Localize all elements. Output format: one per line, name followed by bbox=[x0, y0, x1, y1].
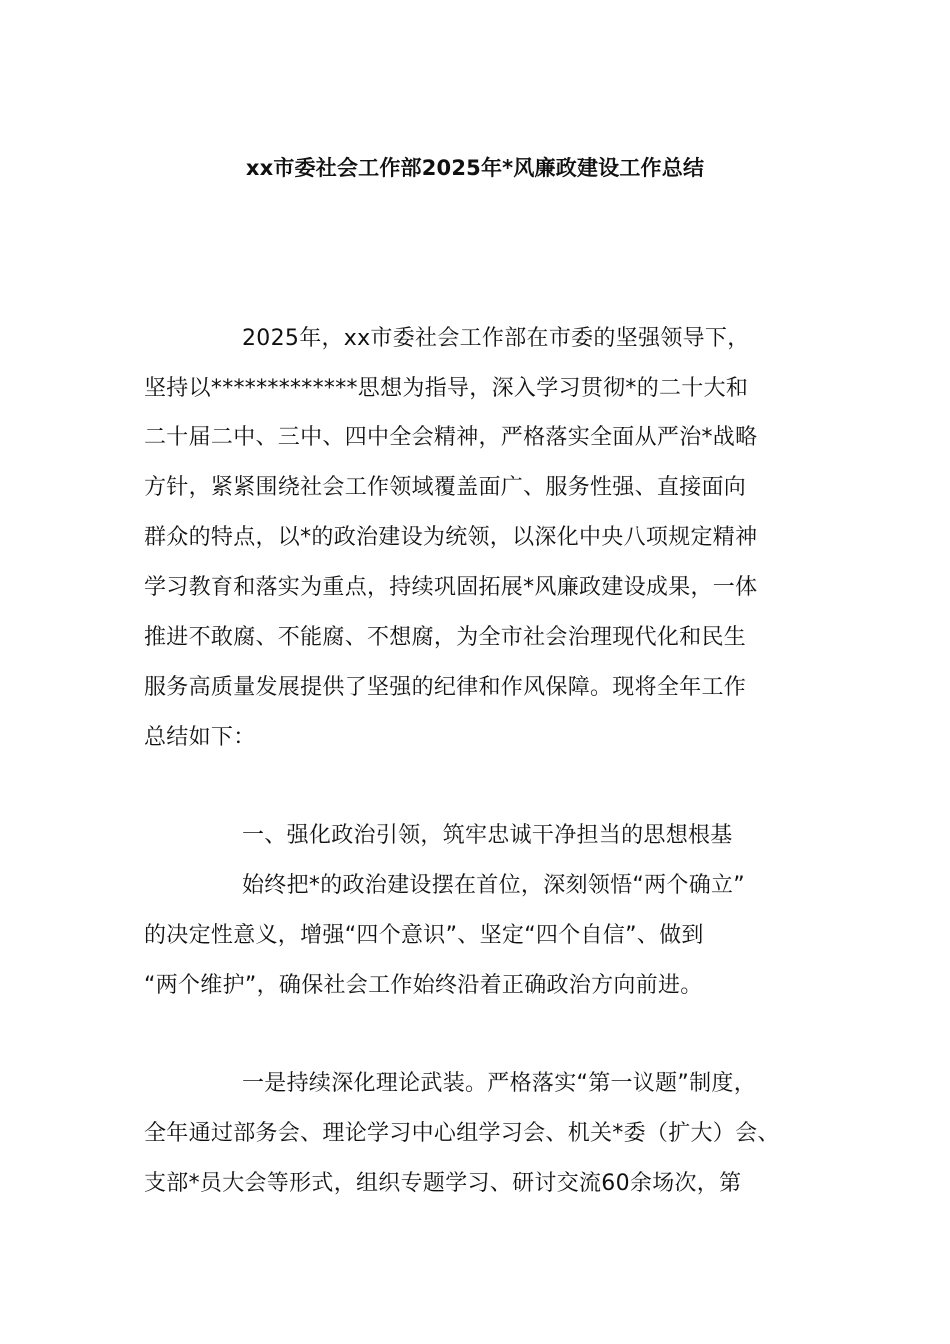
section1-line-1: 始终把*的政治建设摆在首位，深刻领悟“两个确立” bbox=[242, 873, 745, 898]
subsection1-line-1: 一是持续深化理论武装。严格落实“第一议题”制度， bbox=[242, 1071, 756, 1096]
section1-line-2: 的决定性意义，增强“四个意识”、坚定“四个自信”、做到 bbox=[144, 923, 704, 948]
section1-line-3: “两个维护”，确保社会工作始终沿着正确政治方向前进。 bbox=[144, 973, 703, 998]
document-title: xx市委社会工作部2025年*风廉政建设工作总结 bbox=[245, 156, 705, 180]
intro-line-8: 服务高质量发展提供了坚强的纪律和作风保障。现将全年工作 bbox=[144, 675, 747, 700]
intro-line-1: 2025年，xx市委社会工作部在市委的坚强领导下， bbox=[242, 326, 750, 351]
intro-line-7: 推进不敢腐、不能腐、不想腐，为全市社会治理现代化和民生 bbox=[144, 625, 747, 650]
intro-line-4: 方针，紧紧围绕社会工作领域覆盖面广、服务性强、直接面向 bbox=[144, 475, 747, 500]
subsection1-line-2: 全年通过部务会、理论学习中心组学习会、机关*委（扩大）会、 bbox=[144, 1121, 780, 1146]
intro-line-9: 总结如下： bbox=[144, 725, 256, 750]
subsection1-line-3: 支部*员大会等形式，组织专题学习、研讨交流60余场次，第 bbox=[144, 1171, 742, 1196]
intro-line-2: 坚持以*************思想为指导，深入学习贯彻*的二十大和 bbox=[144, 376, 749, 401]
intro-line-6: 学习教育和落实为重点，持续巩固拓展*风廉政建设成果，一体 bbox=[144, 575, 758, 600]
intro-line-5: 群众的特点，以*的政治建设为统领，以深化中央八项规定精神 bbox=[144, 525, 758, 550]
intro-line-3: 二十届二中、三中、四中全会精神，严格落实全面从严治*战略 bbox=[144, 425, 758, 450]
section-heading-1: 一、强化政治引领，筑牢忠诚干净担当的思想根基 bbox=[242, 823, 733, 848]
